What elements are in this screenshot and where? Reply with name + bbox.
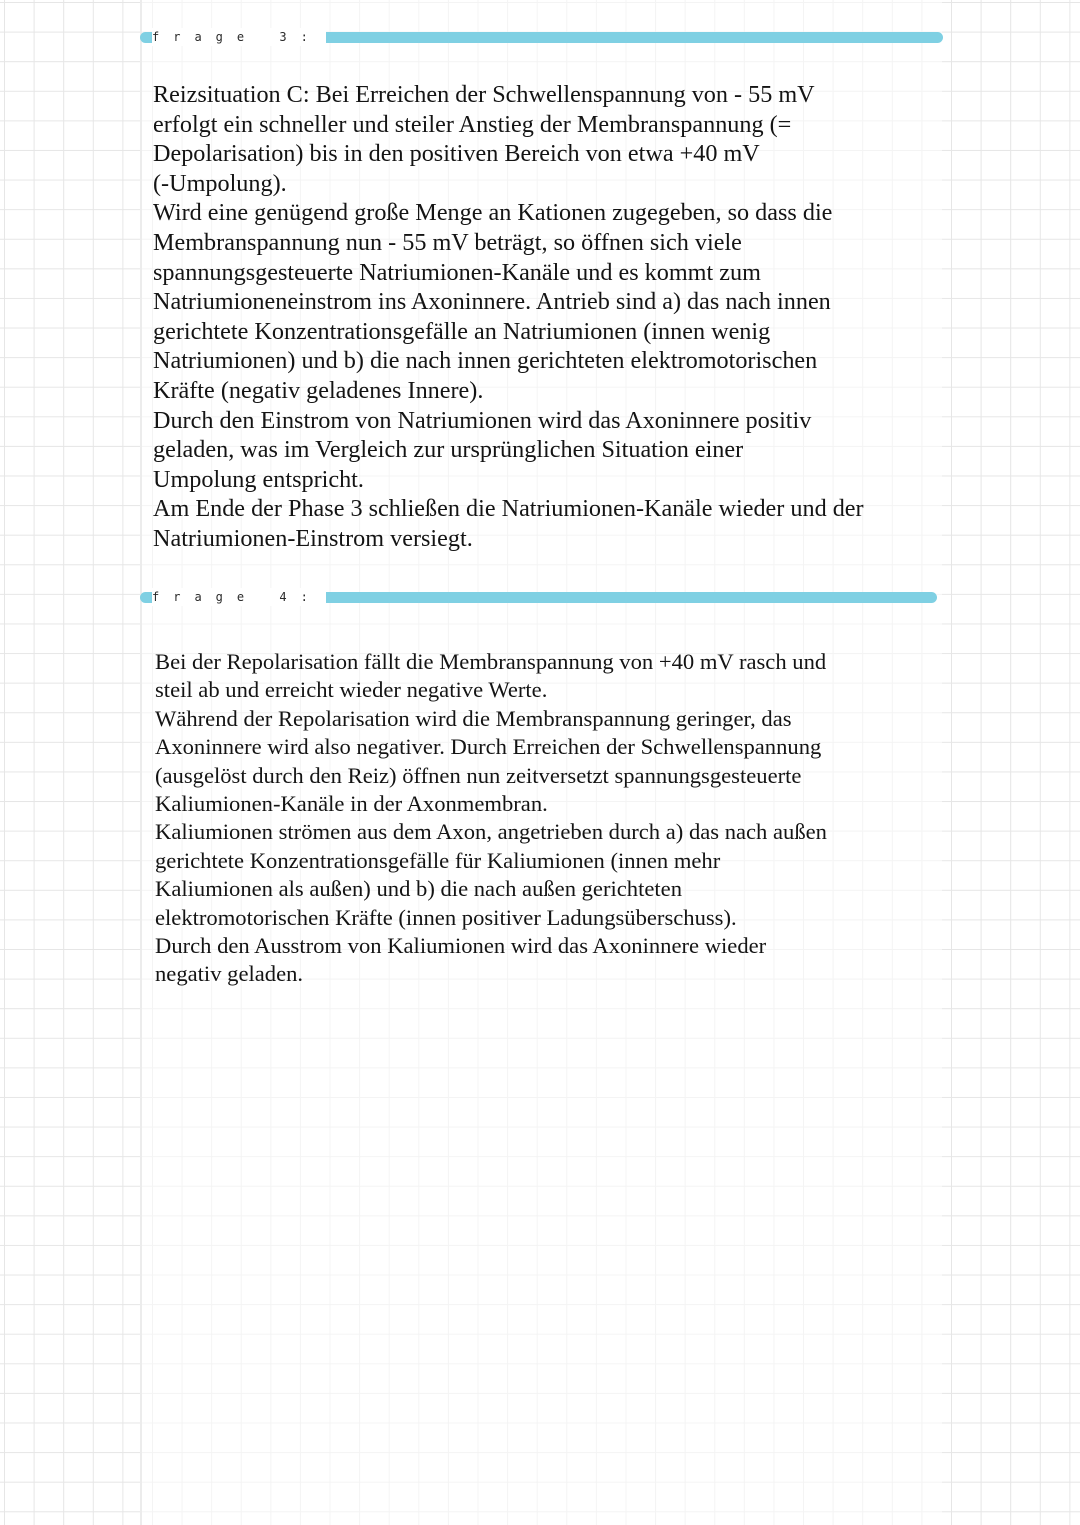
section-header-bar-frage-3 <box>140 32 943 43</box>
margin-line <box>140 0 142 1525</box>
section-header-label: frage 4: <box>152 588 326 606</box>
section-header-bar-frage-4 <box>140 592 937 603</box>
answer-text-frage-4: Bei der Repolarisation fällt die Membranspannung von +40 mV rasch und steil ab und erreicht wieder negative Werte. Während der Repolarisation wird die Membranspannung geringer, das Axoninnere wird also negativer. Durch Erreichen der Schwellenspannung (ausgelöst durch den Reiz) öffnen nun zeitversetzt spannungsgesteuerte Kaliumionen-Kanäle in der Axonmembran. Kaliumionen strömen aus dem Axon, angetrieben durch a) das nach außen gerichtete Konzentrationsgefälle für Kaliumionen (innen mehr Kaliumionen als außen) und b) die nach außen gerichteten elektromotorischen Kräfte (innen positiver Ladungsüberschuss). Durch den Ausstrom von Kaliumionen wird das Axoninnere wieder negativ geladen. <box>155 649 827 987</box>
section-header-label: frage 3: <box>152 28 326 46</box>
answer-text-frage-3: Reizsituation C: Bei Erreichen der Schwellenspannung von - 55 mV erfolgt ein schneller und steiler Anstieg der Membranspannung (= Depolarisation) bis in den positiven Bereich von etwa +40 mV (-Umpolung). Wird eine genügend große Menge an Kationen zugegeben, so dass die Membranspannung nun - 55 mV beträgt, so öffnen sich viele spannungsgesteuerte Natriumionen-Kanäle und es kommt zum Natriumioneneinstrom ins Axoninnere. Antrieb sind a) das nach innen gerichtete Konzentrationsgefälle an Natriumionen (innen wenig Natriumionen) und b) die nach innen gerichteten elektromotorischen Kräfte (negativ geladenes Innere). Durch den Einstrom von Natriumionen wird das Axoninnere positiv geladen, was im Vergleich zur ursprünglichen Situation einer Umpolung entspricht. Am Ende der Phase 3 schließen die Natriumionen-Kanäle wieder und der Natriumionen-Einstrom versiegt. <box>153 81 864 552</box>
